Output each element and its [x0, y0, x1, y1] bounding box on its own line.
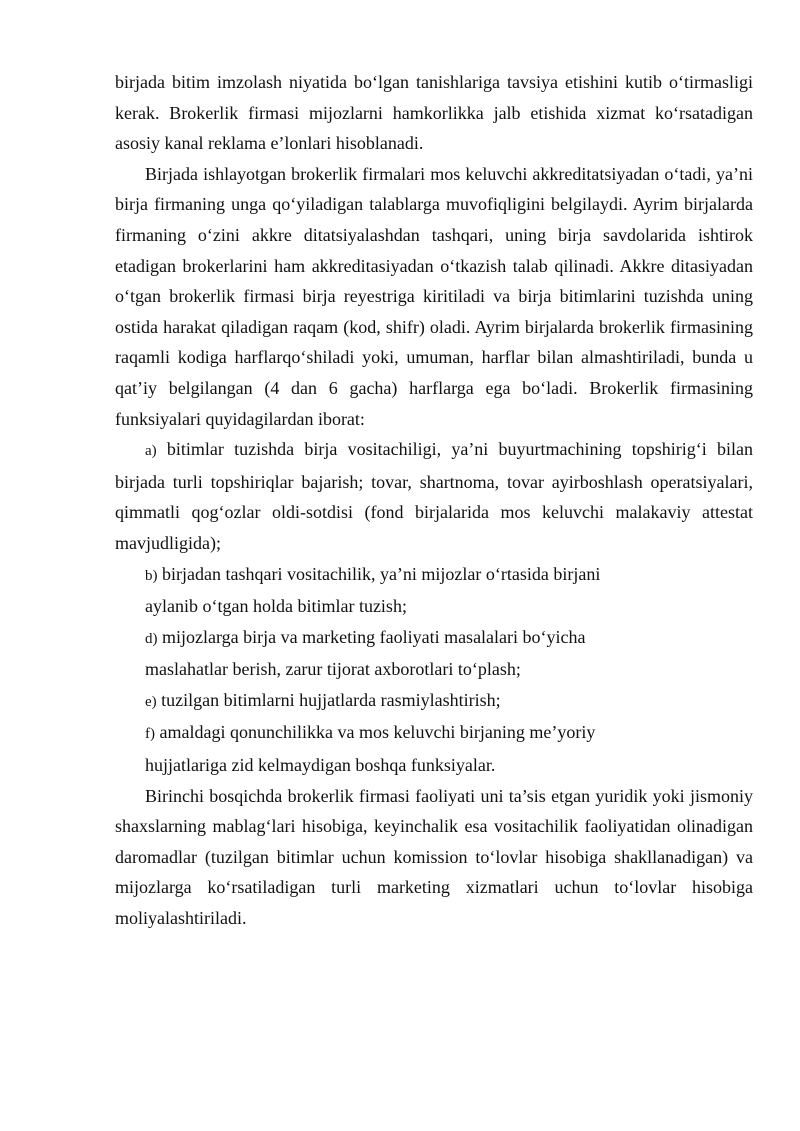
list-item-e-text: tuzilgan bitimlarni hujjatlarda rasmiylashtirish;: [156, 689, 501, 710]
list-marker-a: a): [145, 443, 157, 460]
list-marker-e: e): [145, 693, 157, 710]
list-item-d-continuation: maslahatlar berish, zarur tijorat axborotlari to‘plash;: [145, 659, 521, 680]
paragraph-1: birjada bitim imzolash niyatida bo‘lgan tanishlariga tavsiya etishini kutib o‘tirmasligi kerak. Brokerlik firmasi mijozlarni hamkorlikka jalb etishida xizmat ko‘rsatadigan asosiy kanal reklama e’lonlari hisoblanadi.: [115, 72, 753, 154]
list-item-d-text: mijozlarga birja va marketing faoliyati masalalari bo‘yicha: [162, 626, 586, 647]
list-item-b-continuation: aylanib o‘tgan holda bitimlar tuzish;: [145, 596, 407, 617]
paragraph-2: Birjada ishlayotgan brokerlik firmalari mos keluvchi akkreditatsiyadan o‘tadi, ya’ni birja firmaning unga qo‘yiladigan talablarga muvofiqligini belgilaydi. Ayrim birjalarda firmaning o‘zini akkre ditatsiyalashdan tashqari, uning birja savdolarida ishtirok etadigan brokerlarini ham akkreditasiyadan o‘tkazish talab qilinadi. Akkre ditasiyadan o‘tgan brokerlik firmasi birja reyestriga kiritiladi va birja bitimlarini tuzishda uning ostida harakat qiladigan raqam (kod, shifr) oladi. Ayrim birjalarda brokerlik firmasining raqamli kodiga harflarqo‘shiladi yoki, umuman, harflar bilan almashtiriladi, bunda u qat’iy belgilangan (4 dan 6 gacha) harflarga ega bo‘ladi. Brokerlik firmasining funksiyalari quyidagilardan iborat:: [115, 163, 753, 429]
list-item-b-text: birjadan tashqari vositachilik, ya’ni mijozlar o‘rtasida birjani: [162, 563, 601, 584]
list-item-f-text: amaldagi qonunchilikka va mos keluvchi birjaning me’yoriy: [155, 722, 596, 743]
list-marker-d: d): [145, 630, 158, 647]
list-item-e: [115, 685, 753, 718]
list-item-f-continuation: hujjatlariga zid kelmaydigan boshqa funksiyalar.: [145, 755, 496, 776]
paragraph-3: Birinchi bosqichda brokerlik firmasi faoliyati uni ta’sis etgan yuridik yoki jismoniy shaxslarning mablag‘lari hisobiga, keyinchalik esa vositachilik faoliyatidan olinadigan daromadlar (tuzilgan bitimlar uchun komission to‘lovlar hisobiga shakllanadigan) va mijozlarga ko‘rsatiladigan turli marketing xizmatlari uchun to‘lovlar hisobiga moliyalashtiriladi.: [115, 785, 753, 929]
list-item-b: [115, 559, 753, 592]
list-item-a: [115, 434, 753, 558]
list-marker-f: f): [145, 726, 155, 743]
list-item-a-text: bitimlar tuzishda birja vositachiligi, ya’ni buyurtmachining topshirig‘i bilan birjada turli topshiriqlar bajarish; tovar, shartnoma, tovar ayirboshlash operatsiyalari, qimmatli qog‘ozlar oldi-sotdisi (fond birjalarida mos keluvchi malakaviy attestat mavjudligida);: [115, 439, 753, 553]
list-marker-b: b): [145, 567, 158, 584]
document-page: [115, 67, 753, 934]
list-item-d: [115, 622, 753, 655]
list-item-f: [115, 717, 753, 750]
